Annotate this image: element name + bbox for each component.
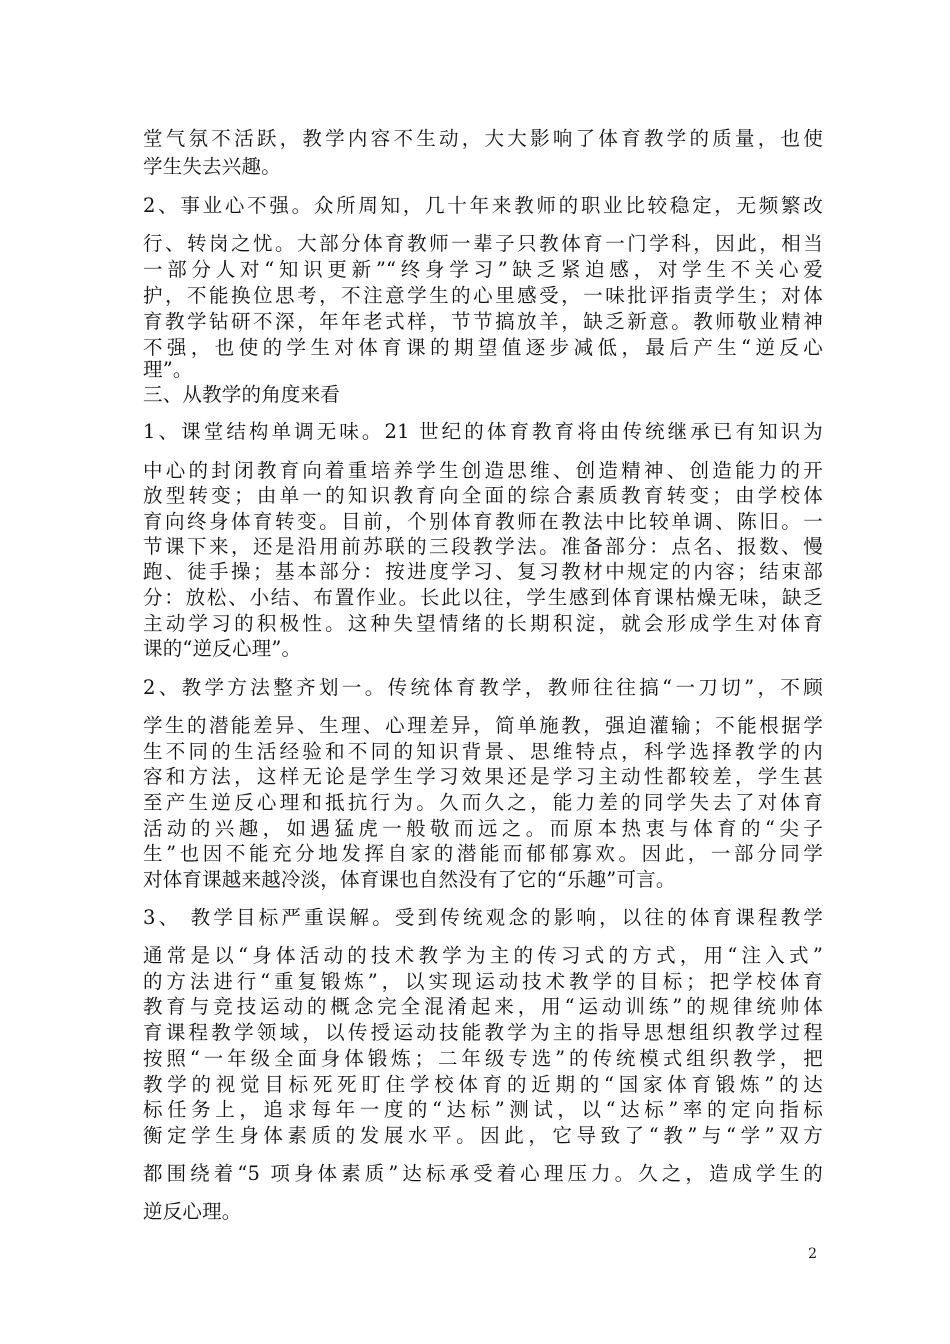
text-line: 学生失去兴趣。 — [143, 155, 281, 178]
text-line: 学生的潜能差异、生理、心理差异，简单施教，强迫灌输；不能根据学 — [143, 714, 823, 737]
text-line: 主动学习的积极性。这种失望情绪的长期积淀，就会形成学生对体育 — [143, 612, 823, 635]
text-line: 护，不能换位思考，不注意学生的心里感受，一味批评指责学生；对体 — [143, 284, 823, 307]
text-line: 标任务上，追求每年一度的“达标”测试，以“达标”率的定向指标 — [143, 1098, 823, 1121]
text-line: 育课程教学领域，以传授运动技能教学为主的指导思想组织教学过程 — [143, 1021, 823, 1044]
text-line: 课的“逆反心理”。 — [143, 637, 302, 660]
page-number: 2 — [808, 1246, 817, 1262]
section-heading: 三、从教学的角度来看 — [143, 383, 341, 406]
text-line: 3、 教学目标严重误解。受到传统观念的影响，以往的体育课程教学 — [143, 906, 823, 929]
text-line: 育教学钻研不深，年年老式样，节节搞放羊，缺乏新意。教师敬业精神 — [143, 310, 823, 333]
text-line: 都围绕着“5 项身体素质”达标承受着心理压力。久之，造成学生的 — [143, 1162, 823, 1185]
text-line: 分：放松、小结、布置作业。长此以往，学生感到体育课枯燥无味，缺乏 — [143, 586, 823, 609]
text-line: 容和方法，这样无论是学生学习效果还是学习主动性都较差，学生甚 — [143, 765, 823, 788]
text-line: 对体育课越来越冷淡，体育课也自然没有了它的“乐趣”可言。 — [143, 868, 676, 891]
text-line: 节课下来，还是沿用前苏联的三段教学法。准备部分：点名、报数、慢 — [143, 535, 823, 558]
text-line: 生不同的生活经验和不同的知识背景、思维特点，科学选择教学的内 — [143, 740, 823, 763]
text-line: 2、事业心不强。众所周知，几十年来教师的职业比较稳定，无频繁改 — [143, 194, 823, 217]
text-line: 1、课堂结构单调无味。21 世纪的体育教育将由传统继承已有知识为 — [143, 420, 823, 443]
text-line: 中心的封闭教育向着重培养学生创造思维、创造精神、创造能力的开 — [143, 459, 823, 482]
text-line: 堂气氛不活跃，教学内容不生动，大大影响了体育教学的质量，也使 — [143, 127, 823, 150]
text-line: 不强，也使的学生对体育课的期望值逐步减低，最后产生“逆反心 — [143, 336, 823, 359]
text-line: 衡定学生身体素质的发展水平。因此，它导致了“教”与“学”双方 — [143, 1124, 823, 1147]
text-line: 放型转变；由单一的知识教育向全面的综合素质教育转变；由学校体 — [143, 484, 823, 507]
text-line: 2、教学方法整齐划一。传统体育教学，教师往往搞“一刀切”，不顾 — [143, 676, 823, 699]
text-line: 行、转岗之忧。大部分体育教师一辈子只教体育一门学科，因此，相当 — [143, 232, 823, 255]
text-line: 生”也因不能充分地发挥自家的潜能而郁郁寡欢。因此，一部分同学 — [143, 842, 823, 865]
text-line: 跑、徒手操；基本部分：按进度学习、复习教材中规定的内容；结束部 — [143, 560, 823, 583]
text-line: 的方法进行“重复锻炼”，以实现运动技术教学的目标；把学校体育 — [143, 970, 823, 993]
text-line: 逆反心理。 — [143, 1200, 242, 1223]
text-line: 理”。 — [143, 358, 193, 381]
text-line: 育向终身体育转变。目前，个别体育教师在教法中比较单调、陈旧。一 — [143, 510, 823, 533]
text-line: 按照“一年级全面身体锻炼；二年级专选”的传统模式组织教学，把 — [143, 1047, 823, 1070]
text-line: 活动的兴趣，如遇猛虎一般敬而远之。而原本热衷与体育的“尖子 — [143, 817, 823, 840]
text-line: 至产生逆反心理和抵抗行为。久而久之，能力差的同学失去了对体育 — [143, 791, 823, 814]
text-line: 教学的视觉目标死死盯住学校体育的近期的“国家体育锻炼”的达 — [143, 1073, 823, 1096]
text-line: 通常是以“身体活动的技术教学为主的传习式的方式，用“注入式” — [143, 944, 823, 967]
text-line: 教育与竞技运动的概念完全混淆起来，用“运动训练”的规律统帅体 — [143, 995, 823, 1018]
text-line: 一部分人对“知识更新”“终身学习”缺乏紧迫感，对学生不关心爱 — [143, 258, 823, 281]
